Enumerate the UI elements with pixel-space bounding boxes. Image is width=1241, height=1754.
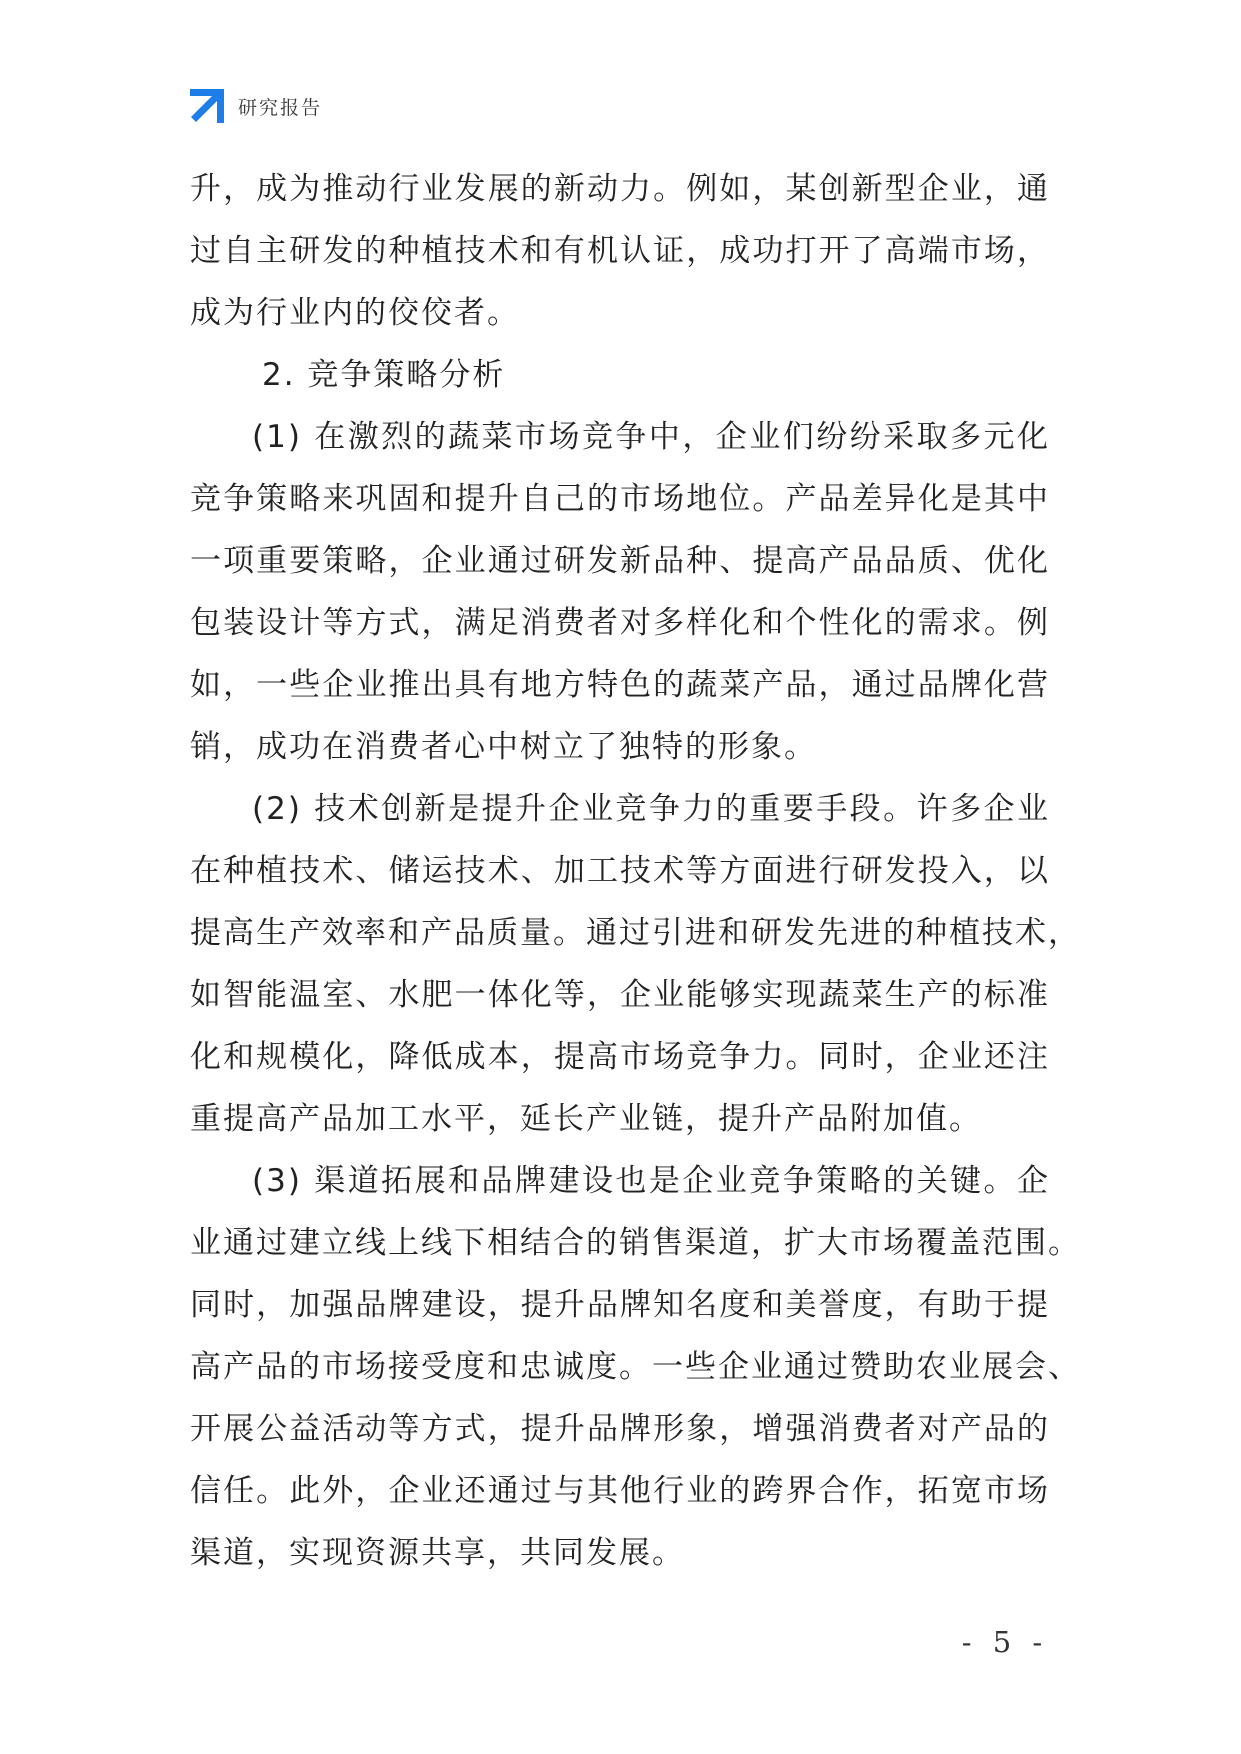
paragraph-line: 同时，加强品牌建设，提升品牌知名度和美誉度，有助于提: [190, 1287, 1050, 1323]
paragraph-line: 升，成为推动行业发展的新动力。例如，某创新型企业，通: [190, 171, 1050, 207]
report-label: 研究报告: [238, 96, 323, 119]
paragraph-line: (2) 技术创新是提升企业竞争力的重要手段。许多企业: [252, 791, 1050, 827]
body-text: [190, 158, 1081, 1584]
page-number: - 5 -: [961, 1625, 1049, 1659]
paragraph-line: 竞争策略来巩固和提升自己的市场地位。产品差异化是其中: [190, 481, 1050, 517]
paragraph-line: 一项重要策略，企业通过研发新品种、提高产品品质、优化: [190, 543, 1050, 579]
paragraph-line: 高产品的市场接受度和忠诚度。一些企业通过赞助农业展会、: [190, 1349, 1081, 1385]
paragraph-line: 提高生产效率和产品质量。通过引进和研发先进的种植技术，: [190, 915, 1081, 951]
section-heading: 2. 竞争策略分析: [262, 357, 506, 393]
paragraph-line: 渠道，实现资源共享，共同发展。: [190, 1535, 685, 1571]
paragraph-line: 如，一些企业推出具有地方特色的蔬菜产品，通过品牌化营: [190, 667, 1050, 703]
paragraph-line: 化和规模化，降低成本，提高市场竞争力。同时，企业还注: [190, 1039, 1050, 1075]
paragraph-line: (3) 渠道拓展和品牌建设也是企业竞争策略的关键。企: [252, 1163, 1050, 1199]
paragraph-line: 在种植技术、储运技术、加工技术等方面进行研发投入，以: [190, 853, 1050, 889]
page-header: [190, 88, 322, 124]
paragraph-line: 信任。此外，企业还通过与其他行业的跨界合作，拓宽市场: [190, 1473, 1050, 1509]
paragraph-line: 过自主研发的种植技术和有机认证，成功打开了高端市场，: [190, 233, 1050, 269]
arrow-up-right-logo-icon: [190, 89, 224, 123]
paragraph-line: (1) 在激烈的蔬菜市场竞争中，企业们纷纷采取多元化: [252, 419, 1050, 455]
paragraph-line: 开展公益活动等方式，提升品牌形象，增强消费者对产品的: [190, 1411, 1050, 1447]
paragraph-line: 成为行业内的佼佼者。: [190, 295, 520, 331]
paragraph-line: 包装设计等方式，满足消费者对多样化和个性化的需求。例: [190, 605, 1050, 641]
paragraph-line: 业通过建立线上线下相结合的销售渠道，扩大市场覆盖范围。: [190, 1225, 1081, 1261]
paragraph-line: 销，成功在消费者心中树立了独特的形象。: [190, 729, 817, 765]
paragraph-line: 如智能温室、水肥一体化等，企业能够实现蔬菜生产的标准: [190, 977, 1050, 1013]
paragraph-line: 重提高产品加工水平，延长产业链，提升产品附加值。: [190, 1101, 982, 1137]
